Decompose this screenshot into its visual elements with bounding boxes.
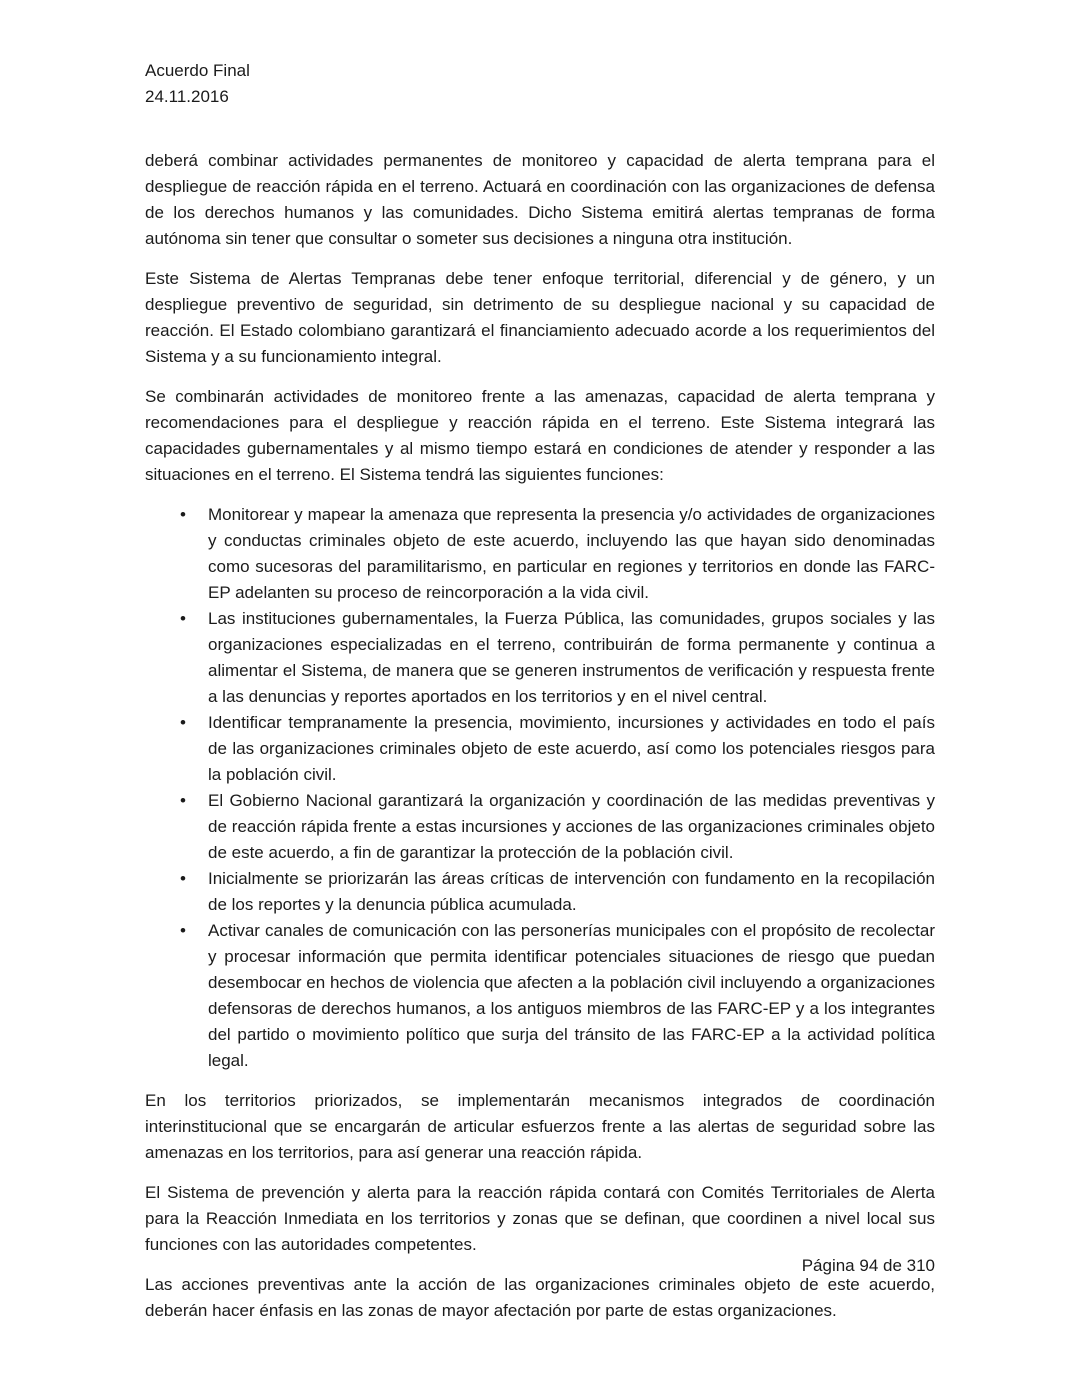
paragraph: Se combinarán actividades de monitoreo frente a las amenazas, capacidad de alerta temprana y recomendaciones para el despliegue y reacción rápida en el terreno. Este Sistema integrará las capacidades gubernamentales y al mismo tiempo estará en condiciones de atender y responder a las situaciones en el terreno. El Sistema tendrá las siguientes funciones:	[145, 387, 935, 484]
list-item: • Inicialmente se priorizarán las áreas críticas de intervención con fundamento en la recopilación de los reportes y la denuncia pública acumulada.	[145, 866, 935, 918]
paragraph: El Sistema de prevención y alerta para la reacción rápida contará con Comités Territoriales de Alerta para la Reacción Inmediata en los territorios y zonas que se definan, que coordinen a nivel local sus funciones con las autoridades competentes.	[145, 1183, 935, 1254]
list-item: • Monitorear y mapear la amenaza que representa la presencia y/o actividades de organizaciones y conductas criminales objeto de este acuerdo, incluyendo las que hayan sido denominadas como sucesoras del paramilitarismo, en particular en regiones y territorios en donde las FARC-EP adelanten su proceso de reincorporación a la vida civil.	[145, 502, 935, 606]
list-item: • Activar canales de comunicación con las personerías municipales con el propósito de recolectar y procesar información que permita identificar potenciales situaciones de riesgo que puedan desembocar en hechos de violencia que afecten a la población civil incluyendo a organizaciones defensoras de derechos humanos, a los antiguos miembros de las FARC-EP y a los integrantes del partido o movimiento político que surja del tránsito de las FARC-EP a la actividad política legal.	[145, 918, 935, 1074]
functions-bullet-list	[145, 502, 935, 1074]
list-item: • Identificar tempranamente la presencia, movimiento, incursiones y actividades en todo el país de las organizaciones criminales objeto de este acuerdo, así como los potenciales riesgos para la población civil.	[145, 710, 935, 788]
document-header	[145, 58, 935, 110]
page-number: Página 94 de 310	[801, 1256, 935, 1275]
list-item: • Las instituciones gubernamentales, la Fuerza Pública, las comunidades, grupos sociales y las organizaciones especializadas en el terreno, contribuirán de forma permanente y continua a alimentar el Sistema, de manera que se generen instrumentos de verificación y respuesta frente a las denuncias y reportes aportados en los territorios y en el nivel central.	[145, 606, 935, 710]
list-item: • El Gobierno Nacional garantizará la organización y coordinación de las medidas preventivas y de reacción rápida frente a estas incursiones y acciones de las organizaciones criminales objeto de este acuerdo, a fin de garantizar la protección de la población civil.	[145, 788, 935, 866]
paragraph: deberá combinar actividades permanentes de monitoreo y capacidad de alerta temprana para el despliegue de reacción rápida en el terreno. Actuará en coordinación con las organizaciones de defensa de los derechos humanos y las comunidades. Dicho Sistema emitirá alertas tempranas de forma autónoma sin tener que consultar o someter sus decisiones a ninguna otra institución.	[145, 151, 935, 248]
paragraph: Las acciones preventivas ante la acción de las organizaciones criminales objeto de este acuerdo, deberán hacer énfasis en las zonas de mayor afectación por parte de estas organizaciones.	[145, 1275, 935, 1320]
paragraph: En los territorios priorizados, se implementarán mecanismos integrados de coordinación interinstitucional que se encargarán de articular esfuerzos frente a las alertas de seguridad sobre las amenazas en los territorios, para así generar una reacción rápida.	[145, 1091, 935, 1162]
paragraph: Este Sistema de Alertas Tempranas debe tener enfoque territorial, diferencial y de género, y un despliegue preventivo de seguridad, sin detrimento de su despliegue nacional y su capacidad de reacción. El Estado colombiano garantizará el financiamiento adecuado acorde a los requerimientos del Sistema y a su funcionamiento integral.	[145, 269, 935, 366]
document-date: 24.11.2016	[145, 87, 229, 106]
document-title: Acuerdo Final	[145, 61, 250, 80]
